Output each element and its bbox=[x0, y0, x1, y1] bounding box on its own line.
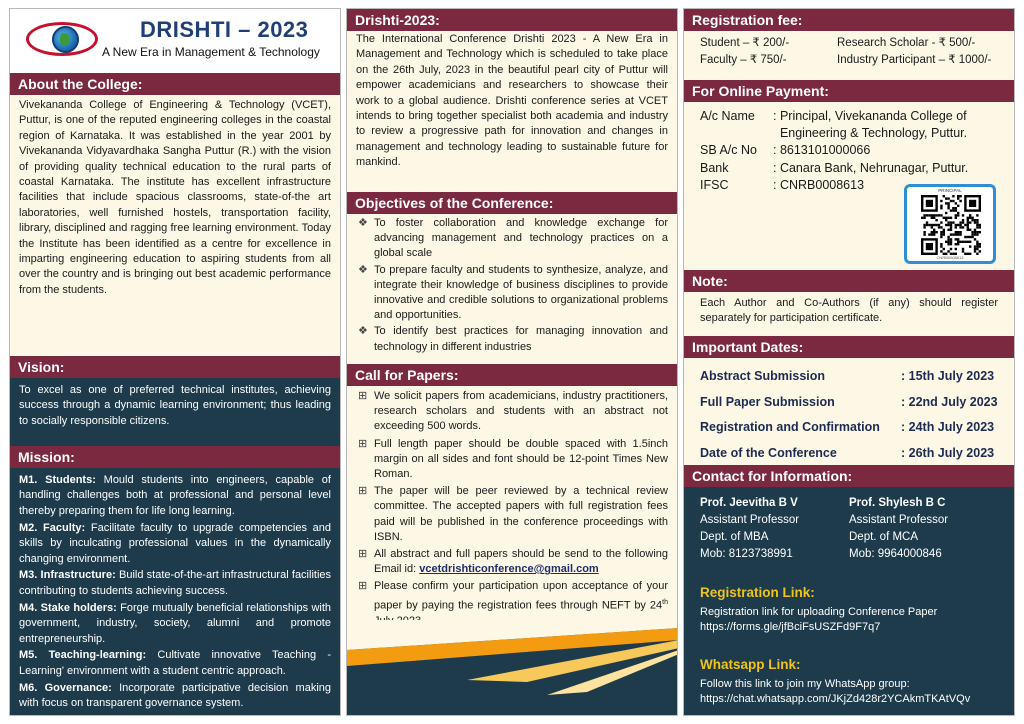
boxed-plus-bullet-icon: ⊞ bbox=[358, 548, 368, 561]
email-link[interactable]: vcetdrishticonference@gmail.com bbox=[419, 563, 599, 576]
payment-row: A/c Name : Principal, Vivekananda College of bbox=[700, 109, 967, 123]
whatsapp-link-heading: Whatsapp Link: bbox=[700, 657, 801, 672]
objective-item: ❖ To prepare faculty and students to synthesize, analyze, and integrate their knowledge of business disciplines to provide innovative and credible solutions to organizational problems and opportunities. bbox=[358, 263, 668, 322]
payment-section bbox=[684, 102, 1014, 270]
conference-title: DRISHTI – 2023 bbox=[140, 17, 309, 42]
fee-heading: Registration fee: bbox=[684, 9, 1014, 31]
dates-section bbox=[684, 358, 1014, 465]
fee-scholar: Research Scholar - ₹ 500/- bbox=[837, 37, 976, 49]
cfp-item: ⊞ We solicit papers from academicians, industry practitioners, research scholars and students with an abstract not exceeding 500 words. bbox=[358, 390, 668, 433]
mission-item: M2. Faculty: Facilitate faculty to upgrade competencies and skills by inculcating professional values in the dynamically changing environment. bbox=[19, 521, 331, 565]
whatsapp-link-text: Follow this link to join my WhatsApp group: bbox=[700, 678, 910, 690]
mission-item: M4. Stake holders: Forge mutually beneficial relationships with government, industry, society, alumni and promote entrepreneurship. bbox=[19, 601, 332, 645]
vision-heading: Vision: bbox=[10, 356, 340, 378]
date-row: Registration and Confirmation : 24th July 2023 bbox=[700, 420, 995, 434]
date-row: Date of the Conference : 26th July 2023 bbox=[700, 445, 995, 460]
payment-heading: For Online Payment: bbox=[684, 80, 1014, 102]
decorative-swoosh bbox=[347, 620, 677, 715]
swoosh-graphic bbox=[347, 620, 677, 715]
vision-section bbox=[10, 378, 340, 446]
cfp-item: ⊞ The paper will be peer reviewed by a technical review committee. The accepted papers with full registration fees paid will be published in the conference proceedings with ISBN. bbox=[358, 485, 668, 543]
cfp-heading: Call for Papers: bbox=[347, 364, 677, 386]
column-registration bbox=[683, 8, 1015, 716]
mission-heading: Mission: bbox=[10, 446, 340, 468]
contact-card: Prof. Shylesh B C Assistant Professor Dept. of MCA Mob: 9964000846 bbox=[849, 497, 949, 560]
objectives-section bbox=[347, 214, 677, 364]
cfp-item: ⊞ Full length paper should be double spaced with 1.5inch margin on all sides and font should be 12-point Times New Roman. bbox=[358, 437, 668, 481]
boxed-plus-bullet-icon: ⊞ bbox=[358, 437, 368, 450]
date-row: Full Paper Submission : 22nd July 2023 bbox=[700, 394, 998, 409]
drishti-heading: Drishti-2023: bbox=[347, 9, 677, 31]
payment-row: IFSC : CNRB0008613 bbox=[700, 177, 865, 192]
column-conference bbox=[346, 8, 678, 716]
dates-heading: Important Dates: bbox=[684, 336, 1014, 358]
fee-student: Student – ₹ 200/- bbox=[700, 37, 790, 49]
vision-text: To excel as one of preferred technical institutes, achieving success through a dynamic learning environment; thus leading to socially responsible citizens. bbox=[19, 384, 331, 427]
mission-item: M1. Students: Mould students into engineers, capable of handling challenges both at professional and personal level thereby preparing them for life long learning. bbox=[19, 474, 331, 517]
whatsapp-link-url[interactable]: https://chat.whatsapp.com/JKjZd428r2YCAkmTKAtVQv bbox=[700, 693, 971, 705]
note-text: Each Author and Co-Authors (if any) should register separately for participation certificate. bbox=[700, 297, 998, 325]
fee-industry: Industry Participant – ₹ 1000/- bbox=[837, 54, 992, 66]
mission-item: M5. Teaching-learning: Cultivate innovative Teaching - Learning' environment with a student centric approach. bbox=[19, 649, 331, 677]
diamond-bullet-icon: ❖ bbox=[358, 263, 368, 276]
boxed-plus-bullet-icon: ⊞ bbox=[358, 580, 368, 593]
about-section bbox=[10, 95, 340, 356]
mission-section bbox=[10, 468, 340, 716]
boxed-plus-bullet-icon: ⊞ bbox=[358, 485, 368, 498]
date-row: Abstract Submission : 15th July 2023 bbox=[700, 369, 995, 383]
cfp-section bbox=[347, 386, 677, 620]
about-text: Vivekananda College of Engineering & Technology (VCET), Puttur, is one of the reputed engineering colleges in the coastal region of Karnataka. It was established in the year 2001 by Vivekananda Vidyavardhaka Sangha Puttur (R.) with the vision of providing quality technical education to the rural parts of coastal Karnataka. The institute has excellent infrastructure facilities that include spacious classrooms, state-of-the art laboratories, well furnished hostels, transportation facility, library, disciplined and ragging free learning environment. Today the Institute has been identified as a centre for excellence in imparting engineering education to aspiring students from all over the country and is bringing out best academic performance from the students. bbox=[19, 99, 331, 296]
note-heading: Note: bbox=[684, 270, 1014, 292]
payment-row: Bank : Canara Bank, Nehrunagar, Puttur. bbox=[700, 160, 969, 175]
boxed-plus-bullet-icon: ⊞ bbox=[358, 390, 368, 402]
contact-heading: Contact for Information: bbox=[684, 465, 1014, 487]
diamond-bullet-icon: ❖ bbox=[358, 217, 368, 229]
drishti-logo bbox=[10, 9, 340, 73]
fee-section bbox=[684, 31, 1014, 80]
objective-item: ❖ To foster collaboration and knowledge exchange for advancing management and technology practices on a global scale bbox=[358, 217, 668, 260]
note-section bbox=[684, 292, 1014, 336]
mission-item: M3. Infrastructure: Build state-of-the-art infrastructural facilities contributing to students achieving success. bbox=[19, 569, 332, 597]
objective-item: ❖ To identify best practices for managing innovation and technology in different industries bbox=[358, 325, 668, 353]
contact-card: Prof. Jeevitha B V Assistant Professor Dept. of MBA Mob: 8123738991 bbox=[700, 497, 800, 560]
diamond-bullet-icon: ❖ bbox=[358, 325, 368, 338]
qr-code-icon bbox=[921, 195, 981, 255]
registration-link-text: Registration link for uploading Conference Paper bbox=[700, 606, 938, 618]
globe-icon bbox=[52, 26, 79, 53]
registration-link-url[interactable]: https://forms.gle/jfBciFsUSZFd9F7q7 bbox=[700, 621, 881, 633]
column-college bbox=[9, 8, 341, 716]
cfp-item: ⊞ All abstract and full papers should be send to the following Email id: vcetdrishticonference@gmail.com bbox=[358, 548, 668, 576]
payment-qr-code[interactable]: PRINCIPAL CNRB0008613 bbox=[904, 184, 996, 264]
contact-section bbox=[684, 487, 1014, 716]
fee-faculty: Faculty – ₹ 750/- bbox=[700, 54, 787, 66]
objectives-heading: Objectives of the Conference: bbox=[347, 192, 677, 214]
conference-subtitle: A New Era in Management & Technology bbox=[102, 45, 320, 59]
payment-row: Engineering & Technology, Puttur. bbox=[773, 126, 968, 141]
cfp-item: ⊞ Please confirm your participation upon acceptance of your paper by paying the registration fees through NEFT by 24th bbox=[358, 580, 668, 612]
drishti-text: The International Conference Drishti 2023 - A New Era in Management and Technology which is scheduled to take place on the 26th July, 2023 in the beautiful pearl city of Puttur will empower academicians and researchers to showcase their work to a global audience. Drishti conference series at VCET intends to bring together specialist both academia and industry to review a progressive path for innovation and changes in management and technology leading to sustainable future for mankind. bbox=[356, 33, 668, 169]
payment-row: SB A/c No : 8613101000066 bbox=[700, 143, 871, 158]
about-heading: About the College: bbox=[10, 73, 340, 95]
mission-item: M6. Governance: Incorporate participative decision making with focus on transparent governance system. bbox=[19, 681, 332, 710]
drishti-section bbox=[347, 31, 677, 192]
registration-link-heading: Registration Link: bbox=[700, 585, 815, 600]
eye-logo-icon bbox=[26, 22, 98, 56]
